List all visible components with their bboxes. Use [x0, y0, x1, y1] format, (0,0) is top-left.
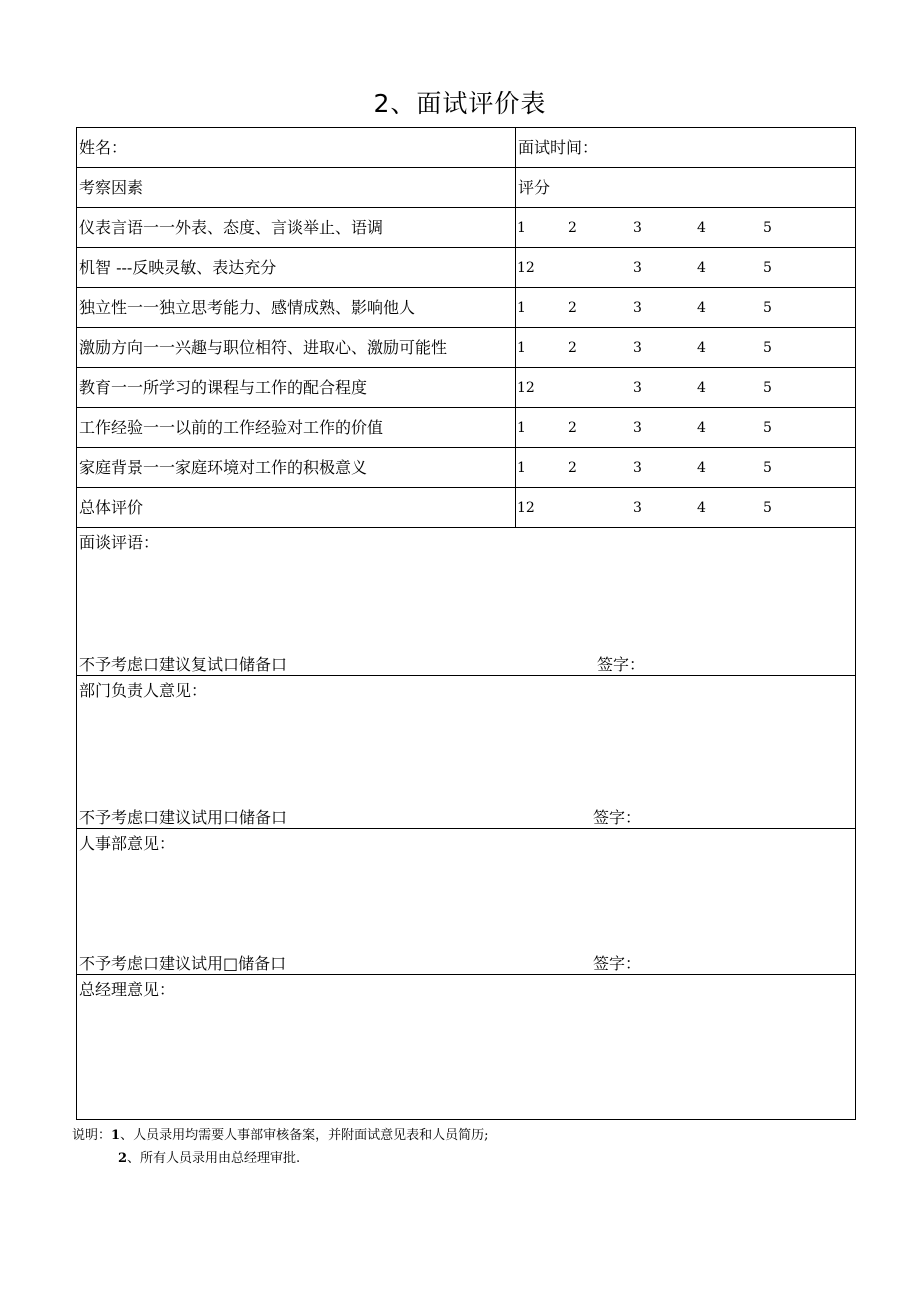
- score-value: 1: [517, 339, 526, 356]
- table-row: [77, 288, 856, 328]
- score-value: 3: [633, 379, 642, 396]
- table-row: [77, 488, 856, 528]
- table-row: [77, 408, 856, 448]
- score-value: 2: [568, 459, 577, 476]
- signature-label: 签字：: [597, 655, 646, 674]
- score-value: 12: [517, 379, 535, 396]
- general-manager-opinion-section: [77, 975, 856, 1120]
- name-label: 姓名：: [77, 128, 516, 168]
- interview-comment-section: [77, 528, 856, 676]
- score-value: 3: [633, 339, 642, 356]
- score-value: 4: [697, 499, 706, 516]
- score-value: 3: [633, 419, 642, 436]
- note-line-1: [72, 1124, 488, 1147]
- interview-time-label: 面试时间：: [516, 128, 856, 168]
- score-value: 5: [763, 219, 772, 236]
- table-row: [77, 328, 856, 368]
- score-options: [516, 248, 856, 288]
- score-value: 5: [763, 499, 772, 516]
- decision-options: 不予考虑口建议试用口储备口: [79, 808, 288, 827]
- score-value: 1: [517, 299, 526, 316]
- note-prefix: 说明：: [72, 1128, 112, 1143]
- table-row: [77, 248, 856, 288]
- factor-label: 教育一一所学习的课程与工作的配合程度: [77, 368, 516, 408]
- score-value: 5: [763, 459, 772, 476]
- factor-header: 考察因素: [77, 168, 516, 208]
- score-value: 4: [697, 219, 706, 236]
- score-options: [516, 328, 856, 368]
- score-value: 2: [568, 299, 577, 316]
- factor-label: 激励方向一一兴趣与职位相符、进取心、激励可能性: [77, 328, 516, 368]
- score-value: 4: [697, 339, 706, 356]
- table-row: [77, 448, 856, 488]
- table-row: [77, 528, 856, 676]
- factor-label: 家庭背景一一家庭环境对工作的积极意义: [77, 448, 516, 488]
- notes: [72, 1124, 488, 1170]
- note-number: 2: [118, 1151, 128, 1166]
- score-value: 1: [517, 459, 526, 476]
- signature-label: 签字：: [593, 808, 642, 827]
- score-options: [516, 408, 856, 448]
- interview-evaluation-table: [76, 127, 856, 1120]
- note-line-2: [72, 1147, 488, 1170]
- note-text: 、所有人员录用由总经理审批.: [127, 1151, 301, 1166]
- score-value: 1: [517, 219, 526, 236]
- hr-opinion-section: [77, 829, 856, 975]
- score-header: 评分: [516, 168, 856, 208]
- factor-label: 机智 ---反映灵敏、表达充分: [77, 248, 516, 288]
- score-value: 4: [697, 259, 706, 276]
- score-value: 5: [763, 419, 772, 436]
- score-value: 2: [568, 219, 577, 236]
- score-value: 3: [633, 299, 642, 316]
- table-row: [77, 128, 856, 168]
- score-value: 4: [697, 459, 706, 476]
- department-head-opinion-section: [77, 676, 856, 829]
- factor-label: 总体评价: [77, 488, 516, 528]
- score-options: [516, 488, 856, 528]
- table-row: [77, 208, 856, 248]
- score-value: 3: [633, 259, 642, 276]
- table-row: [77, 168, 856, 208]
- table-row: [77, 676, 856, 829]
- score-value: 5: [763, 299, 772, 316]
- signature-label: 签字：: [593, 954, 642, 973]
- score-options: [516, 288, 856, 328]
- note-number: 1: [111, 1128, 121, 1143]
- general-manager-opinion-title: 总经理意见：: [79, 980, 176, 999]
- score-value: 4: [697, 299, 706, 316]
- score-value: 5: [763, 259, 772, 276]
- interview-comment-title: 面谈评语：: [79, 533, 160, 552]
- score-value: 4: [697, 419, 706, 436]
- decision-options: 不予考虑口建议试用□储备口: [79, 954, 287, 973]
- score-value: 5: [763, 339, 772, 356]
- score-value: 1: [517, 419, 526, 436]
- note-text: 、人员录用均需要人事部审核备案，并附面试意见表和人员简历;: [120, 1128, 489, 1143]
- hr-opinion-title: 人事部意见：: [79, 834, 176, 853]
- table-row: [77, 368, 856, 408]
- department-head-opinion-title: 部门负责人意见：: [79, 681, 208, 700]
- factor-label: 独立性一一独立思考能力、感情成熟、影响他人: [77, 288, 516, 328]
- score-value: 2: [568, 419, 577, 436]
- score-value: 3: [633, 459, 642, 476]
- score-value: 3: [633, 499, 642, 516]
- factor-label: 仪表言语一一外表、态度、言谈举止、语调: [77, 208, 516, 248]
- score-value: 12: [517, 259, 535, 276]
- decision-options: 不予考虑口建议复试口储备口: [79, 655, 288, 674]
- score-options: [516, 208, 856, 248]
- score-value: 12: [517, 499, 535, 516]
- factor-label: 工作经验一一以前的工作经验对工作的价值: [77, 408, 516, 448]
- score-options: [516, 448, 856, 488]
- table-row: [77, 829, 856, 975]
- score-value: 4: [697, 379, 706, 396]
- score-value: 3: [633, 219, 642, 236]
- table-row: [77, 975, 856, 1120]
- score-value: 5: [763, 379, 772, 396]
- page-title: 2、面试评价表: [373, 89, 547, 118]
- score-value: 2: [568, 339, 577, 356]
- score-options: [516, 368, 856, 408]
